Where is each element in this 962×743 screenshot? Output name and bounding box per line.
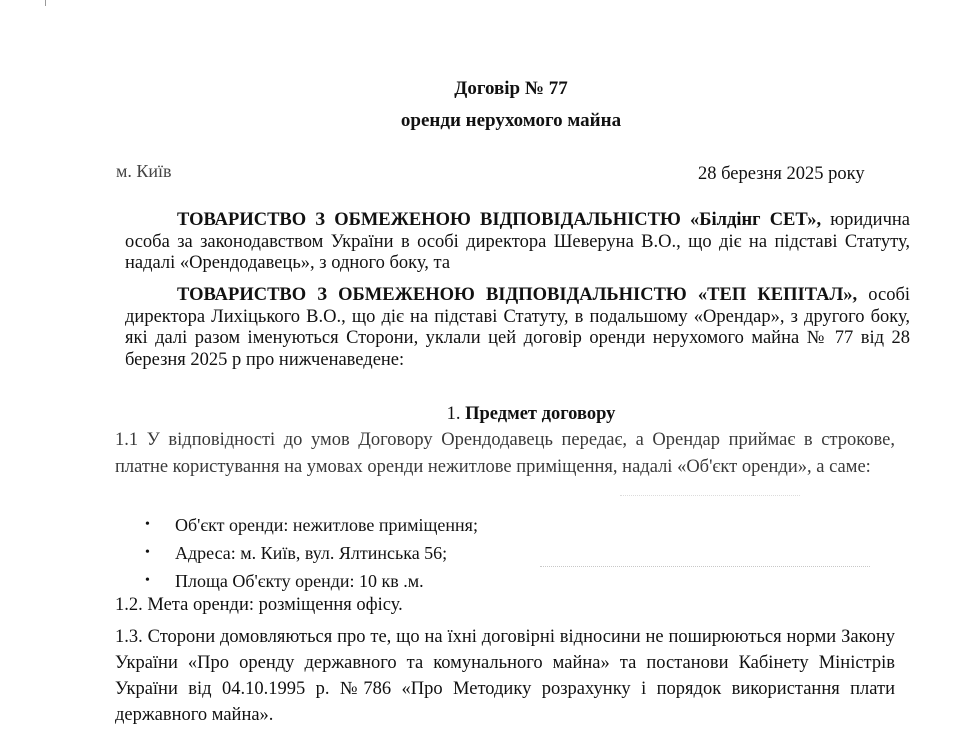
bullet-text: Площа Об'єкту оренди: 10 кв .м. [175, 571, 424, 591]
party-two-paragraph [125, 285, 910, 371]
list-item [145, 539, 478, 567]
party-two-name: ТОВАРИСТВО З ОБМЕЖЕНОЮ ВІДПОВІДАЛЬНІСТЮ «ТЕП КЕПІТАЛ», [177, 285, 858, 305]
scan-artifact [45, 0, 46, 6]
bullet-icon: • [145, 517, 150, 532]
section-number: 1. [446, 404, 461, 424]
list-item [145, 567, 478, 595]
clause-1-3: 1.3. Сторони домовляються про те, що на їхні договірні відносини не поширюються норми Закону України «Про оренду державного та комунального майна» та постанови Кабінету Міністрів України від 04.10.1995 р. №786 «Про Методику розрахунку і порядок використання плати державного майна». [115, 627, 895, 725]
bullet-icon: • [145, 545, 150, 560]
section-heading [50, 404, 962, 425]
clause-1-2: 1.2. Мета оренди: розміщення офісу. [115, 595, 403, 615]
contract-subtitle: оренди нерухомого майна [400, 110, 622, 131]
party-two-details: особі директора Лихіцького В.О., що діє на підставі Статуту, в подальшому «Орендар», з другого боку, які далі разом іменуються Сторони, уклали цей договір оренди нерухомого майна № 77 від 28 березня 2025 р про нижченаведене: [125, 285, 910, 370]
contract-date: 28 березня 2025 року [698, 164, 865, 184]
section-title: Предмет договору [465, 404, 616, 424]
bullet-icon: • [145, 573, 150, 588]
contract-city: м. Київ [116, 161, 172, 181]
scan-noise [620, 495, 800, 498]
bullet-text: Адреса: м. Київ, вул. Ялтинська 56; [175, 543, 448, 563]
party-one-details: юридична особа за законодавством України в особі директора Шеверуна В.О., що діє на підставі Статуту, надалі «Орендодавець», з одного боку, та [125, 210, 910, 273]
list-item [145, 511, 478, 539]
contract-title: Договір № 77 [454, 78, 568, 99]
object-details-list [145, 511, 478, 595]
scan-noise [540, 566, 870, 571]
clause-1-1-text: 1.1 У відповідності до умов Договору Орендодавець передає, а Орендар приймає в строкове, платне користування на умовах оренди нежитлове приміщення, надалі «Об'єкт оренди», а саме: [115, 430, 895, 477]
bullet-text: Об'єкт оренди: нежитлове приміщення; [175, 515, 478, 535]
party-one-name: ТОВАРИСТВО З ОБМЕЖЕНОЮ ВІДПОВІДАЛЬНІСТЮ «Білдінг СЕТ», [177, 210, 822, 230]
party-one-paragraph [125, 210, 910, 275]
clause-1-1 [115, 427, 895, 481]
